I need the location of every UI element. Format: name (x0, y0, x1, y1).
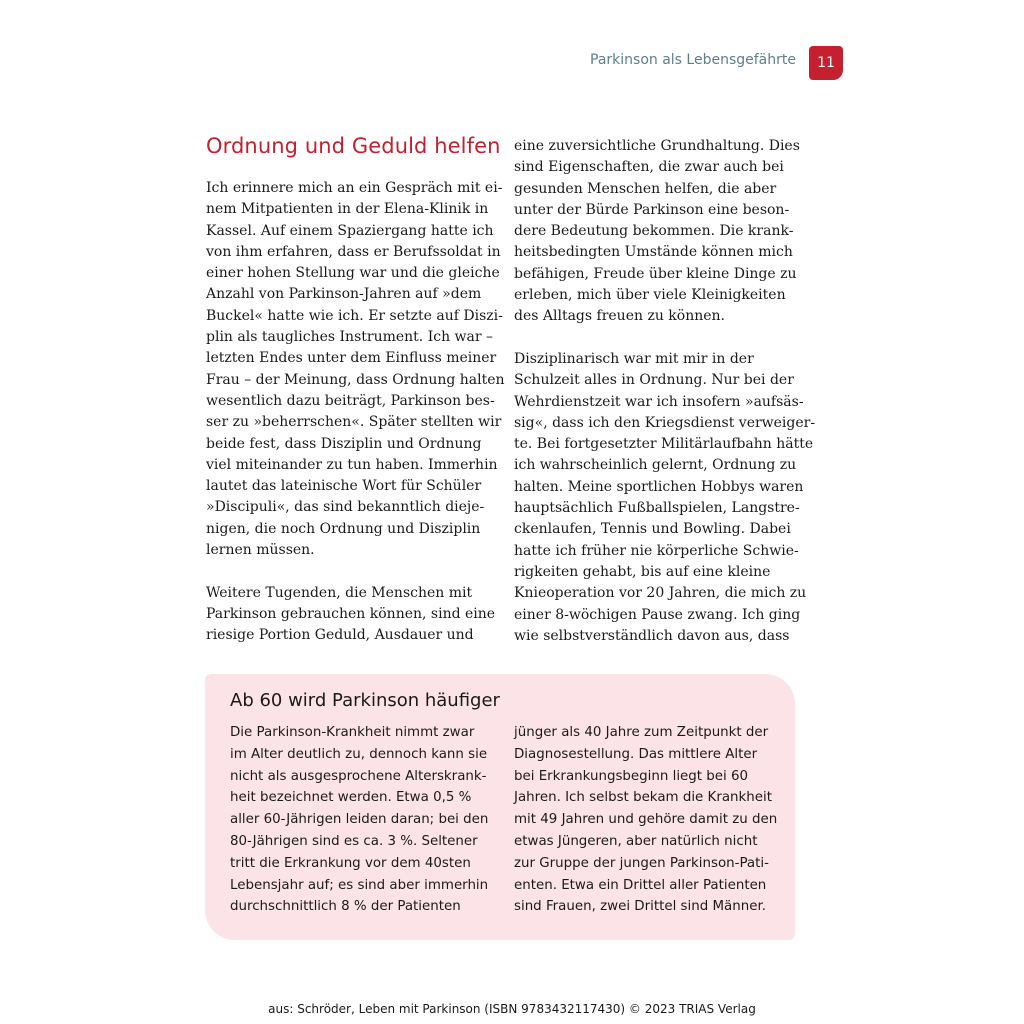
body-text-line: Parkinson gebrauchen können, sind eine (206, 605, 496, 622)
body-text-left-column (206, 178, 505, 647)
body-text-line: hauptsächlich Fußballspielen, Langstre- (514, 500, 800, 517)
body-text-line: wie selbstverständlich davon aus, dass (514, 627, 790, 644)
body-text-line: einer 8-wöchigen Pause zwang. Ich ging (514, 606, 801, 623)
body-text-line: Ich erinnere mich an ein Gespräch mit ei- (206, 180, 503, 196)
info-box-title: Ab 60 wird Parkinson häufiger (230, 690, 500, 711)
body-text-line: riesige Portion Geduld, Ausdauer und (206, 627, 474, 644)
body-text-line: »Discipuli«, das sind bekanntlich dieje- (206, 499, 485, 516)
info-box-right-column (514, 722, 784, 918)
body-text-line: wesentlich dazu beiträgt, Parkinson bes- (206, 392, 495, 409)
body-text-line: ckenlaufen, Tennis und Bowling. Dabei (514, 521, 791, 538)
info-box-text-line: enten. Etwa ein Drittel aller Patienten (514, 877, 767, 893)
info-box-text-line: Lebensjahr auf; es sind aber immerhin (230, 877, 489, 893)
body-text-line: dere Bedeutung bekommen. Die krank- (514, 223, 794, 240)
info-box-text-line: aller 60-Jährigen leiden daran; bei den (230, 812, 489, 828)
info-box-text-line: heit bezeichnet werden. Etwa 0,5 % (230, 790, 472, 806)
body-text-line: Anzahl von Parkinson-Jahren auf »dem (206, 286, 482, 303)
body-text-line: befähigen, Freude über kleine Dinge zu (514, 265, 797, 282)
info-box-text-line: tritt die Erkrankung vor dem 40sten (230, 855, 471, 871)
body-text-line: ich wahrscheinlich gelernt, Ordnung zu (514, 457, 797, 474)
body-text-line: sind Eigenschaften, die zwar auch bei (514, 159, 784, 176)
body-text-line: letzten Endes unter dem Einfluss meiner (206, 350, 497, 367)
body-text-line: te. Bei fortgesetzter Militärlaufbahn hätte (514, 436, 814, 453)
body-text-line: lautet das lateinische Wort für Schüler (206, 478, 482, 495)
body-text-line: nem Mitpatienten in der Elena-Klinik in (206, 201, 489, 218)
body-text-line: halten. Meine sportlichen Hobbys waren (514, 478, 804, 495)
body-text-line: Weitere Tugenden, die Menschen mit (206, 584, 473, 601)
body-text-line: eine zuversichtliche Grundhaltung. Dies (514, 138, 800, 154)
info-box-text-line: im Alter deutlich zu, dennoch kann sie (230, 746, 488, 762)
body-text-line: des Alltags freuen zu können. (514, 308, 725, 325)
body-text-line: gesunden Menschen helfen, die aber (514, 180, 777, 197)
paragraph-gap (206, 561, 492, 582)
body-text-line: sig«, dass ich den Kriegsdienst verweiger- (514, 414, 816, 431)
body-text-line: Buckel« hatte wie ich. Er setzte auf Diszi- (206, 307, 503, 324)
body-text-line: unter der Bürde Parkinson eine beson- (514, 201, 790, 218)
info-box-text-line: etwas Jüngeren, aber natürlich nicht (514, 833, 758, 849)
body-text-line: ser zu »beherrschen«. Später stellten wir (206, 414, 502, 431)
info-box-text-line: sind Frauen, zwei Drittel sind Männer. (514, 899, 766, 915)
body-text-line: von ihm erfahren, dass er Berufssoldat in (206, 243, 501, 260)
info-box-text-line: zur Gruppe der jungen Parkinson-Pati- (514, 855, 769, 871)
body-text-line: Wehrdienstzeit war ich insofern »aufsäs- (514, 393, 804, 410)
info-box-text-line: Diagnosestellung. Das mittlere Alter (514, 746, 758, 762)
body-text-line: Knieoperation vor 20 Jahren, die mich zu (514, 585, 807, 602)
info-box-text-line: jünger als 40 Jahre zum Zeitpunkt der (514, 725, 769, 740)
body-text-line: nigen, die noch Ordnung und Disziplin (206, 520, 481, 537)
body-text-line: Kassel. Auf einem Spaziergang hatte ich (206, 222, 494, 239)
info-box-text-line: bei Erkrankungsbeginn liegt bei 60 (514, 768, 749, 784)
body-text-right-column (514, 136, 816, 647)
info-box-text-line: mit 49 Jahren und gehöre damit zu den (514, 812, 778, 828)
info-box-text-line: durchschnittlich 8 % der Patienten (230, 899, 461, 915)
info-box-text-line: nicht als ausgesprochene Alterskrank- (230, 768, 487, 784)
body-text-line: hatte ich früher nie körperliche Schwie- (514, 542, 799, 559)
body-text-line: heitsbedingten Umstände können mich (514, 244, 793, 261)
info-box-text-line: 80-Jährigen sind es ca. 3 %. Seltener (230, 833, 478, 849)
body-text-line: einer hohen Stellung war und die gleiche (206, 265, 500, 282)
info-box-left-column (230, 722, 500, 918)
body-text-line: plin als taugliches Instrument. Ich war – (206, 329, 494, 346)
body-text-line: erleben, mich über viele Kleinigkeiten (514, 287, 786, 304)
info-box-text-line: Jahren. Ich selbst bekam die Krankheit (514, 790, 772, 806)
section-heading: Ordnung und Geduld helfen (206, 134, 501, 158)
body-text-line: Frau – der Meinung, dass Ordnung halten (206, 371, 505, 388)
paragraph-gap (514, 328, 800, 349)
info-box-text-line: Die Parkinson-Krankheit nimmt zwar (230, 725, 475, 740)
body-text-line: Disziplinarisch war mit mir in der (514, 350, 754, 367)
body-text-line: lernen müssen. (206, 542, 315, 559)
page-number-badge: 11 (809, 46, 843, 80)
body-text-line: rigkeiten gehabt, bis auf eine kleine (514, 563, 771, 580)
body-text-line: viel miteinander zu tun haben. Immerhin (206, 456, 498, 473)
source-citation: aus: Schröder, Leben mit Parkinson (ISBN 9783432117430) © 2023 TRIAS Verlag (268, 1002, 756, 1016)
running-head-title: Parkinson als Lebensgefährte (590, 52, 796, 68)
body-text-line: Schulzeit alles in Ordnung. Nur bei der (514, 372, 794, 389)
body-text-line: beide fest, dass Disziplin und Ordnung (206, 435, 482, 452)
